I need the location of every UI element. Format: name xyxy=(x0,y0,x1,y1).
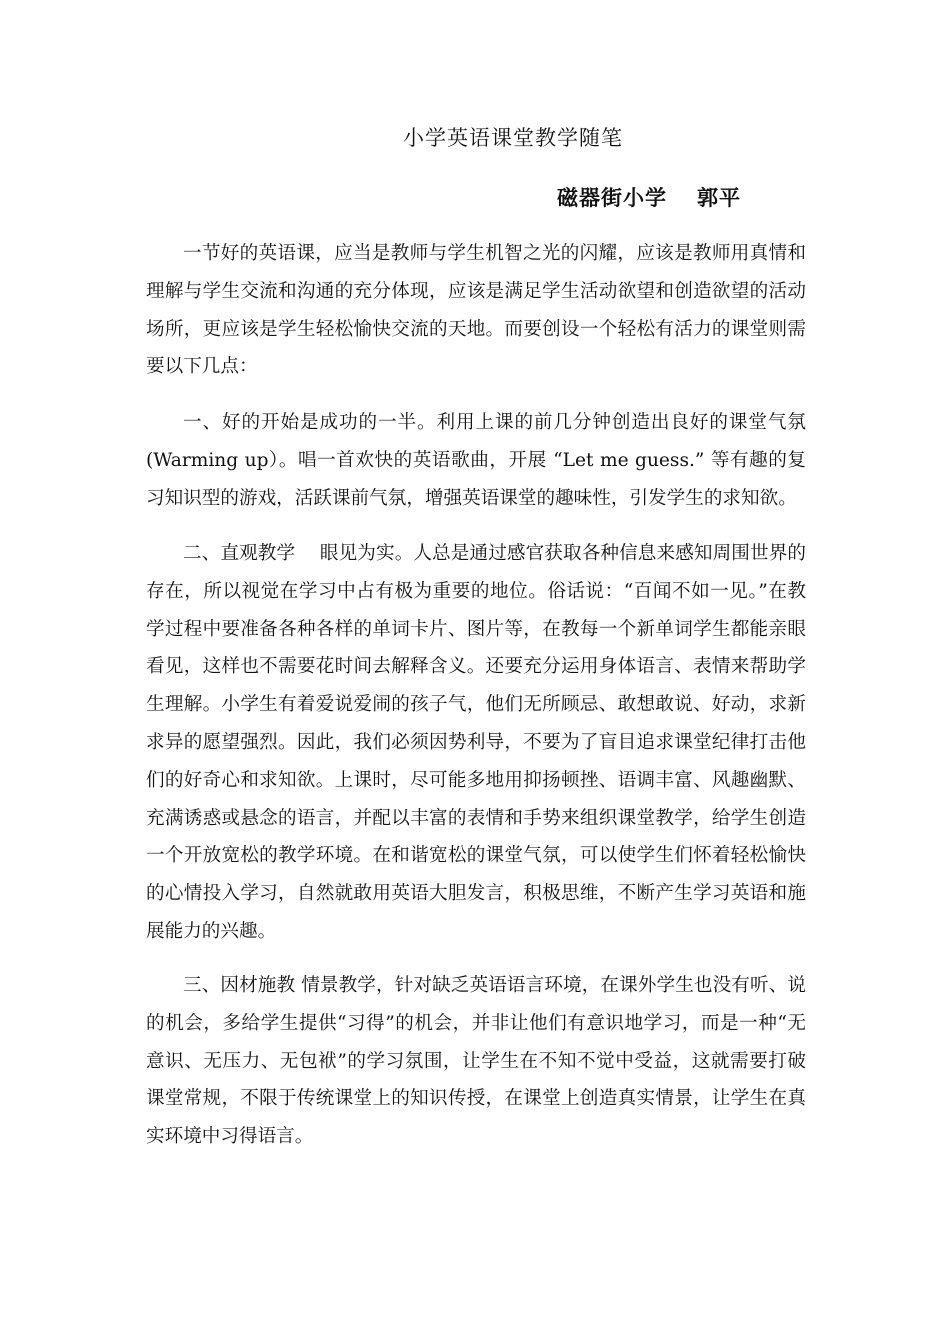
author-school: 磁器街小学 xyxy=(557,186,667,210)
author-name: 郭平 xyxy=(697,186,741,210)
page-title: 小学英语课堂教学随笔 xyxy=(403,126,623,150)
paragraph-point-1: 一、好的开始是成功的一半。利用上课的前几分钟创造出良好的课堂气氛(Warming up）。唱一首欢快的英语歌曲，开展 “Let me guess.” 等有趣的复习知识型的游戏，活跃课前气氛，增强英语课堂的趣味性，引发学生的求知欲。 xyxy=(146,412,806,509)
paragraph-point-3: 三、因材施教 情景教学，针对缺乏英语语言环境，在课外学生也没有听、说的机会，多给学生提供“习得”的机会，并非让他们有意识地学习，而是一种“无意识、无压力、无包袱”的学习氛围，让学生在不知不觉中受益，这就需要打破课堂常规，不限于传统课堂上的知识传授，在课堂上创造真实情景，让学生在真实环境中习得语言。 xyxy=(146,975,806,1148)
author-line xyxy=(557,182,741,212)
paragraph-intro: 一节好的英语课，应当是教师与学生机智之光的闪耀，应该是教师用真情和理解与学生交流和沟通的充分体现，应该是满足学生活动欲望和创造欲望的活动场所，更应该是学生轻松愉快交流的天地。而要创设一个轻松有活力的课堂则需要以下几点： xyxy=(146,243,806,378)
paragraph-point-2: 二、直观教学 眼见为实。人总是通过感官获取各种信息来感知周围世界的存在，所以视觉在学习中占有极为重要的地位。俗话说：“百闻不如一见。”在教学过程中要准备各种各样的单词卡片、图片等，在教每一个新单词学生都能亲眼看见，这样也不需要花时间去解释含义。还要充分运用身体语言、表情来帮助学生理解。小学生有着爱说爱闹的孩子气，他们无所顾忌、敢想敢说、好动，求新求异的愿望强烈。因此，我们必须因势利导，不要为了盲目追求课堂纪律打击他们的好奇心和求知欲。上课时，尽可能多地用抑扬顿挫、语调丰富、风趣幽默、充满诱惑或悬念的语言，并配以丰富的表情和手势来组织课堂教学，给学生创造一个开放宽松的教学环境。在和谐宽松的课堂气氛，可以使学生们怀着轻松愉快的心情投入学习，自然就敢用英语大胆发言，积极思维，不断产生学习英语和施展能力的兴趣。 xyxy=(146,543,806,942)
